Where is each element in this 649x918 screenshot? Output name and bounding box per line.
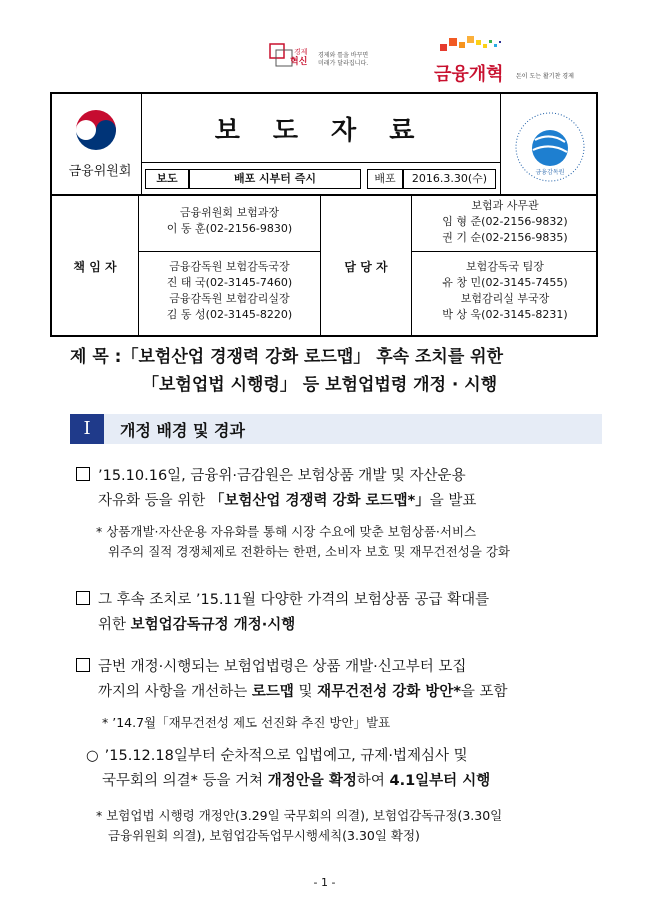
svg-text:경제: 경제 <box>294 48 308 56</box>
release-row <box>141 163 500 194</box>
subject-line-2: 「보험업법 시행령」 등 보험업법령 개정 · 시행 <box>142 375 498 395</box>
in-charge-fsc: 보험과 사무관 임 형 준(02-2156-9832) 권 기 순(02-2156-9835) <box>442 199 568 244</box>
responsible-fss: 금융감독원 보험감독국장 진 태 국(02-3145-7460) 금융감독원 보험감리실장 김 동 성(02-3145-8220) <box>166 260 293 321</box>
distribution-label: 배포 <box>367 169 403 189</box>
release-label: 보도 <box>145 169 189 189</box>
in-charge-fss: 보험감독국 팀장 유 창 민(02-3145-7455) 보험감리실 부국장 박 상 욱(02-3145-8231) <box>442 260 568 321</box>
page-number: - 1 - <box>313 876 336 889</box>
checkbox-icon <box>76 658 90 672</box>
responsible-label: 책 임 자 <box>73 260 117 274</box>
brand-name: 금융개혁 <box>434 64 504 85</box>
section-title: 개정 배경 및 경과 <box>120 421 245 440</box>
list-item: 그 후속 조치로 ’15.11월 다양한 가격의 보험상품 공급 확대를 위한 보험업감독규정 개정·시행 <box>76 588 596 638</box>
circle-bullet-icon: ○ <box>86 748 99 764</box>
note: * ’14.7월「재무건전성 제도 선진화 추진 방안」발표 <box>102 715 391 730</box>
checkbox-icon <box>76 591 90 605</box>
brand-tagline: 돈이 도는 활기찬 경제 <box>516 73 574 80</box>
in-charge-label: 담 당 자 <box>344 260 388 274</box>
responsible-fsc: 금융위원회 보험과장 이 동 훈(02-2156-9830) <box>166 206 293 235</box>
subject-line-1: 제 목 :「보험산업 경쟁력 강화 로드맵」 후속 조치를 위한 <box>70 347 504 367</box>
list-item: ○ ’15.12.18일부터 순차적으로 입법예고, 규제·법제심사 및 국무회의 의결* 등을 거쳐 개정안을 확정하여 4.1일부터 시행 <box>86 748 491 789</box>
section-header <box>70 414 602 444</box>
release-title: 보 도 자 료 <box>214 116 427 146</box>
svg-text:금융감독원: 금융감독원 <box>535 169 565 176</box>
release-value: 배포 시부터 즉시 <box>189 169 361 189</box>
svg-text:혁신: 혁신 <box>290 57 308 67</box>
list-item: 금번 개정·시행되는 보험업법령은 상품 개발·신고부터 모집 까지의 사항을 개선하는 로드맵 및 재무건전성 강화 방안*을 포함 <box>76 655 596 705</box>
innovation-caption: 경제와 틀을 바꾸면 미래가 달라집니다. <box>318 52 369 67</box>
section-number: I <box>70 414 104 444</box>
distribution-date: 2016.3.30(수) <box>403 169 496 189</box>
note: * 상품개발·자산운용 자유화를 통해 시장 수요에 맞춘 보험상품·서비스 위주의 질적 경쟁체제로 전환하는 한편, 소비자 보호 및 재무건전성을 강화 <box>96 524 510 559</box>
org-name: 금융위원회 <box>68 164 132 179</box>
innovation-logo-icon <box>268 42 314 72</box>
note: * 보험업법 시행령 개정안(3.29일 국무회의 의결), 보험업감독규정(3.30일 금융위원회 의결), 보험업감독업무시행세칙(3.30일 확정) <box>96 808 503 843</box>
fss-emblem-icon <box>513 110 587 184</box>
list-item: ’15.10.16일, 금융위·금감원은 보험상품 개발 및 자산운용 자유화 등을 위한 「보험산업 경쟁력 강화 로드맵*」을 발표 <box>76 464 596 514</box>
fsc-emblem-icon <box>72 108 120 156</box>
checkbox-icon <box>76 467 90 481</box>
